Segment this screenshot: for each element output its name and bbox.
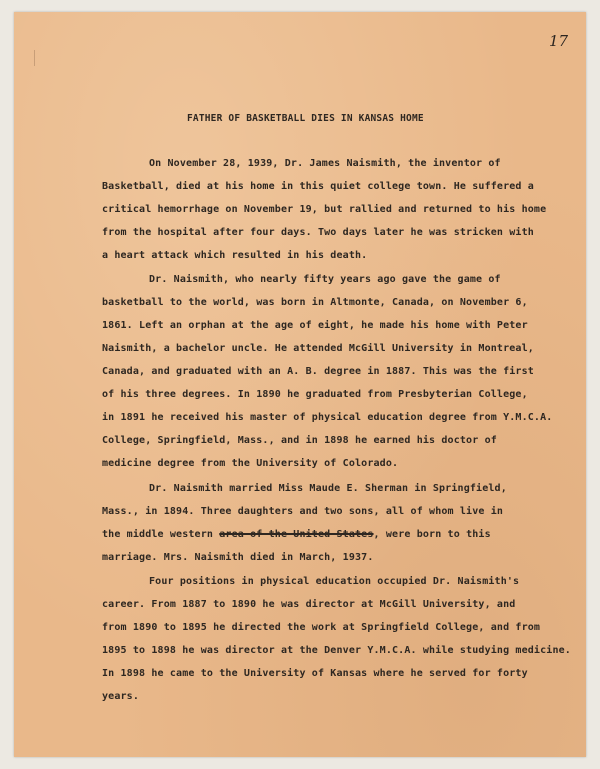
text-line-with-strikethrough [102,529,491,540]
text-segment: , were born to this [373,529,491,540]
text-line: from the hospital after four days. Two days later he was stricken with [102,227,534,238]
text-line: College, Springfield, Mass., and in 1898 he earned his doctor of [102,435,497,446]
text-line: Dr. Naismith married Miss Maude E. Sherman in Springfield, [149,483,507,494]
text-line: basketball to the world, was born in Altmonte, Canada, on November 6, [102,297,528,308]
text-line: marriage. Mrs. Naismith died in March, 1937. [102,552,374,563]
text-line: of his three degrees. In 1890 he graduated from Presbyterian College, [102,389,528,400]
paper-crease-mark [34,50,41,66]
document-page [14,12,586,757]
text-line: In 1898 he came to the University of Kansas where he served for forty [102,668,528,679]
text-line: 1895 to 1898 he was director at the Denver Y.M.C.A. while studying medicine. [102,645,571,656]
text-line: career. From 1887 to 1890 he was director at McGill University, and [102,599,516,610]
text-line: critical hemorrhage on November 19, but rallied and returned to his home [102,204,547,215]
text-line: medicine degree from the University of Colorado. [102,458,399,469]
text-line: Naismith, a bachelor uncle. He attended McGill University in Montreal, [102,343,534,354]
text-line: Mass., in 1894. Three daughters and two sons, all of whom live in [102,506,504,517]
text-line: On November 28, 1939, Dr. James Naismith, the inventor of [149,158,501,169]
text-line: from 1890 to 1895 he directed the work at Springfield College, and from [102,622,541,633]
handwritten-page-number: 17 [549,32,569,50]
article-title: FATHER OF BASKETBALL DIES IN KANSAS HOME [187,113,424,124]
text-line: in 1891 he received his master of physical education degree from Y.M.C.A. [102,412,553,423]
text-line: Basketball, died at his home in this quiet college town. He suffered a [102,181,534,192]
text-line: 1861. Left an orphan at the age of eight, he made his home with Peter [102,320,528,331]
struck-through-text: area of the United States [219,529,374,540]
text-segment: the middle western [102,529,214,540]
text-line: years. [102,691,140,702]
text-line: Canada, and graduated with an A. B. degree in 1887. This was the first [102,366,534,377]
text-line: Dr. Naismith, who nearly fifty years ago gave the game of [149,274,501,285]
text-line: a heart attack which resulted in his death. [102,250,368,261]
text-line: Four positions in physical education occupied Dr. Naismith's [149,576,520,587]
